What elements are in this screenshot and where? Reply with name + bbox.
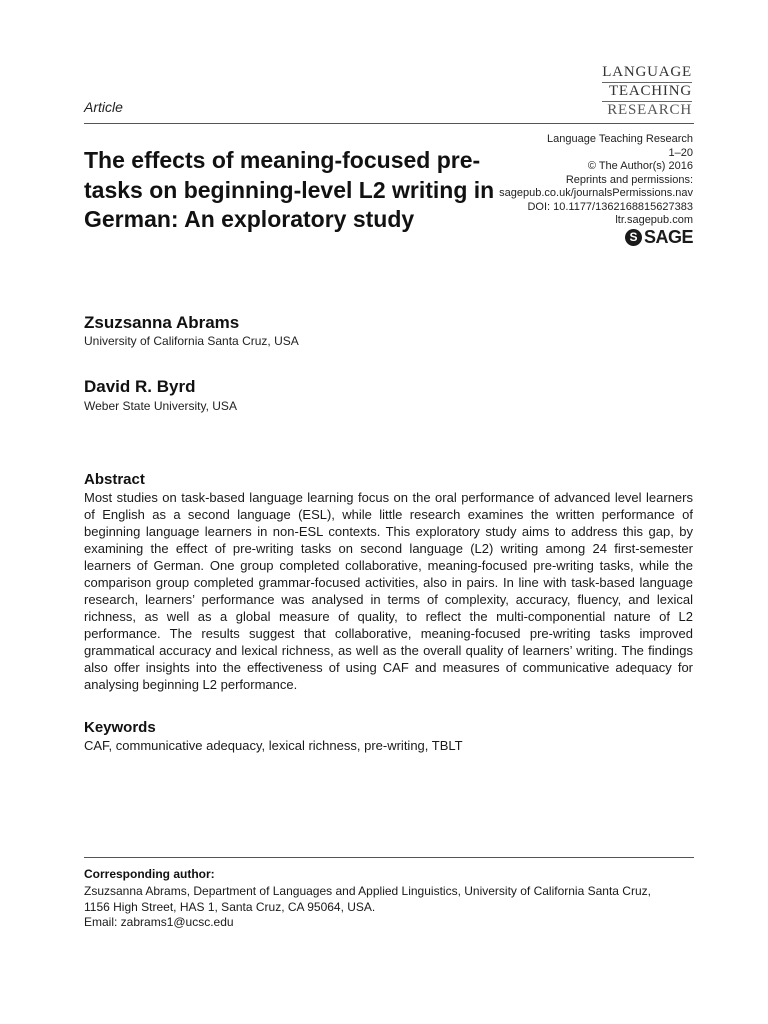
journal-logo (602, 64, 692, 119)
journal-site-link[interactable]: ltr.sagepub.com (615, 214, 693, 226)
keywords-text: CAF, communicative adequacy, lexical richness, pre-writing, TBLT (84, 738, 463, 753)
journal-logo-line-3: RESEARCH (607, 102, 692, 118)
abstract-text: Most studies on task-based language learning focus on the oral performance of advanced level learners of English as a second language (ESL), while little research examines the written performance of beginning language learners in non-ESL contexts. This exploratory study aims to address this gap, by examining the effect of pre-writing tasks on second language (L2) writing among 24 first-semester learners of German. One group completed collaborative, meaning-focused pre-writing tasks, while the comparison group completed grammar-focused activities, also in pairs. In line with task-based language research, learners’ performance was analysed in terms of complexity, accuracy, fluency, and lexical richness, as well as a global measure of quality, to reflect the multi-componential nature of L2 performance. The results suggest that collaborative, meaning-focused pre-writing tasks improved grammatical accuracy and lexical richness, as well as the overall quality of learners’ writing. The findings also offer insights into the effectiveness of using CAF and measures of communicative adequacy for analysing beginning L2 performance. (84, 490, 693, 692)
corresponding-author-heading: Corresponding author: (84, 867, 215, 881)
keywords-heading: Keywords (84, 719, 156, 736)
header-divider (84, 123, 694, 124)
permissions-link[interactable]: sagepub.co.uk/journalsPermissions.nav (499, 187, 693, 199)
journal-logo-line-1: LANGUAGE (602, 64, 692, 83)
paper-title: The effects of meaning-focused pre-tasks on beginning-level L2 writing in German: An exploratory study (84, 147, 495, 232)
journal-info (453, 133, 693, 228)
corresponding-author-line-2: 1156 High Street, HAS 1, Santa Cruz, CA 95064, USA. (84, 899, 376, 914)
author-name: David R. Byrd (84, 377, 196, 396)
abstract-heading: Abstract (84, 471, 145, 488)
journal-name: Language Teaching Research (547, 133, 693, 145)
publisher-logo-text: SAGE (643, 226, 693, 247)
corresponding-author-details (84, 884, 694, 931)
author-affiliation: University of California Santa Cruz, USA (84, 334, 299, 348)
sage-s-icon: S (625, 229, 642, 246)
author-affiliation: Weber State University, USA (84, 399, 237, 413)
reprints-label: Reprints and permissions: (565, 173, 693, 186)
article-type-label: Article (84, 99, 123, 115)
corresponding-author-line-1: Zsuzsanna Abrams, Department of Languages and Applied Linguistics, University of California Santa Cruz, (84, 884, 651, 898)
doi[interactable]: DOI: 10.1177/1362168815627383 (527, 200, 693, 213)
corresponding-author-email[interactable]: Email: zabrams1@ucsc.edu (84, 915, 234, 929)
copyright: © The Author(s) 2016 (587, 160, 693, 172)
publisher-logo (625, 227, 693, 247)
footnote-divider (84, 857, 694, 858)
journal-logo-line-2: TEACHING (602, 83, 692, 102)
page-range: 1–20 (668, 146, 693, 159)
author-name: Zsuzsanna Abrams (84, 313, 240, 332)
